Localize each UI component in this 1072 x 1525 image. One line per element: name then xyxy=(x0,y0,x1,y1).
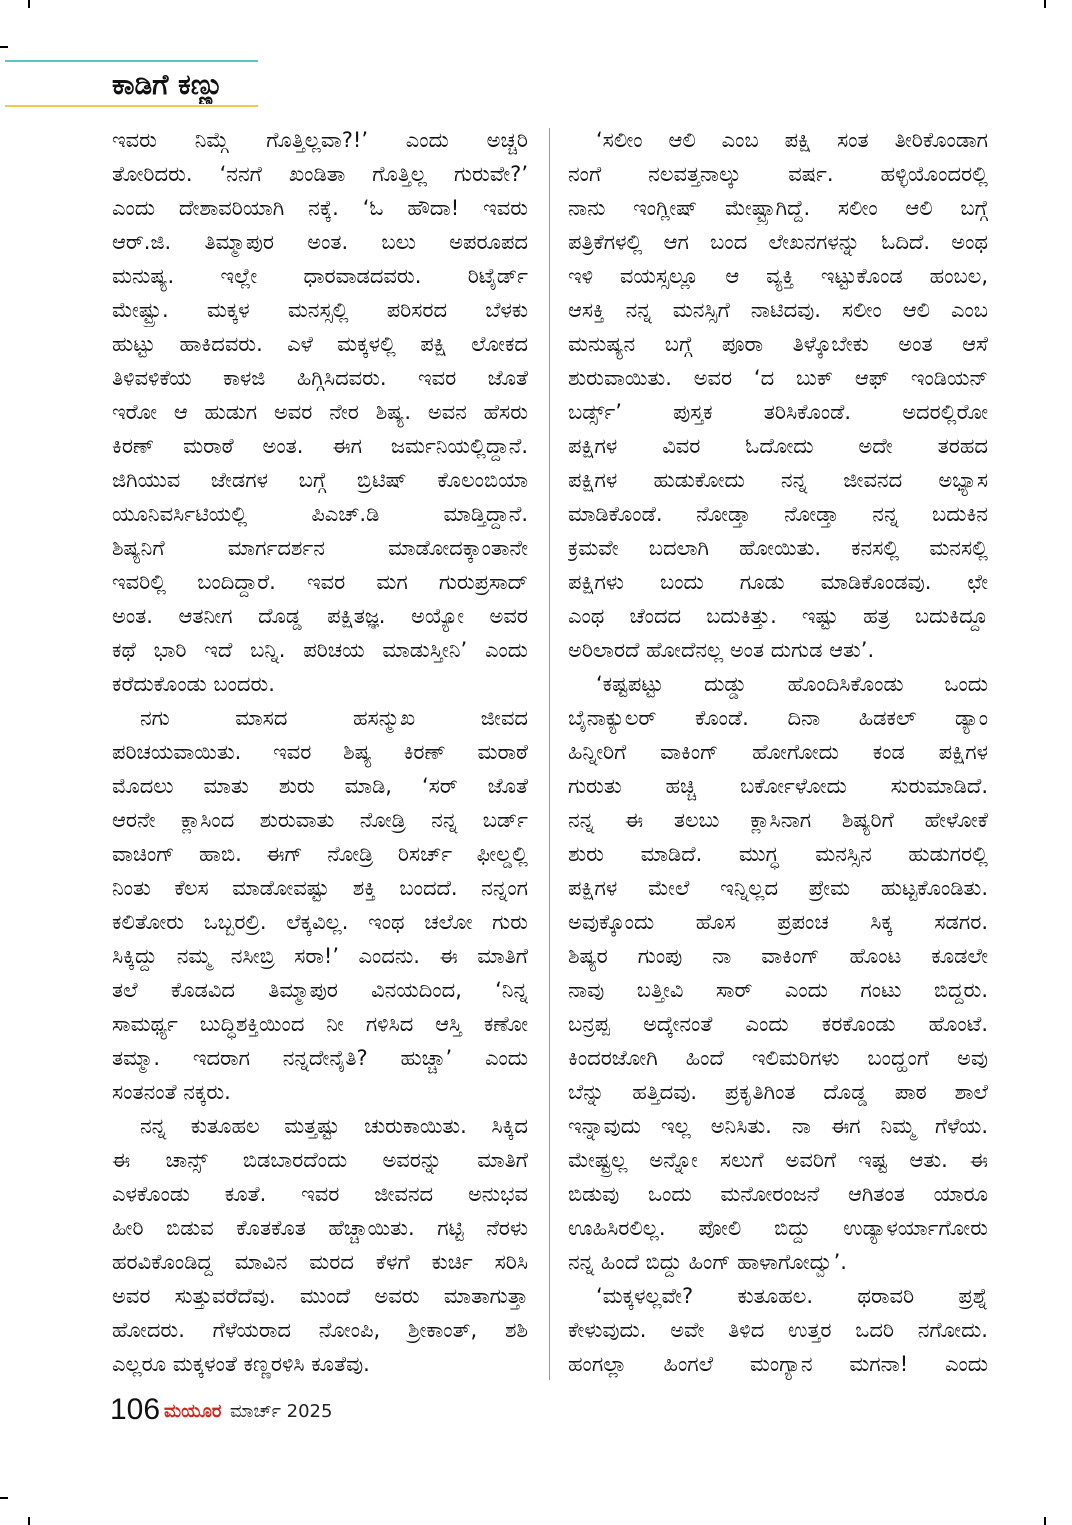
section-title: ಕಾಡಿಗೆ ಕಣ್ಣು xyxy=(112,68,224,101)
text-line: ಪತ್ರಿಕೆಗಳಲ್ಲಿ ಆಗ ಬಂದ ಲೇಖನಗಳನ್ನು ಓದಿದೆ. ಅಂಥ xyxy=(568,230,988,254)
text-line: ಕರೆದುಕೊಂಡು ಬಂದರು. xyxy=(112,672,275,696)
text-line: ಆರನೇ ಕ್ಲಾಸಿಂದ ಶುರುವಾತು ನೋಡ್ರಿ ನನ್ನ ಬರ್ಡ್ xyxy=(112,808,528,832)
text-line: ತಿಳಿವಳಿಕೆಯ ಕಾಳಜಿ ಹಿಗ್ಗಿಸಿದವರು. ಇವರ ಜೊತೆ xyxy=(112,366,528,390)
text-line: ಹುಟ್ಟು ಹಾಕಿದವರು. ಎಳೆ ಮಕ್ಕಳಲ್ಲಿ ಪಕ್ಷಿ ಲೋಕದ xyxy=(112,332,528,356)
text-line: ಶುರುವಾಯಿತು. ಅವರ ‘ದ ಬುಕ್ ಆಫ್ ಇಂಡಿಯನ್ xyxy=(568,366,988,390)
text-line: ಹೀರಿ ಬಿಡುವ ಕೊತಕೊತ ಹೆಚ್ಚಾಯಿತು. ಗಟ್ಟಿ ನೆರಳು xyxy=(112,1216,528,1240)
text-line: ನನ್ನ ಕುತೂಹಲ ಮತ್ತಷ್ಟು ಚುರುಕಾಯಿತು. ಸಿಕ್ಕಿದ xyxy=(140,1114,528,1138)
crop-mark-top-left-vertical xyxy=(28,0,30,8)
text-line: ವಾಚಿಂಗ್ ಹಾಬಿ. ಈಗ್ ನೋಡ್ರಿ ರಿಸರ್ಚ್ ಫೀಲ್ಡಲ್ಲಿ xyxy=(112,842,528,866)
text-line: ಪಕ್ಷಿಗಳ ಹುಡುಕೋದು ನನ್ನ ಜೀವನದ ಅಭ್ಯಾಸ xyxy=(568,468,988,492)
text-line: ಕಿಂದರಜೋಗಿ ಹಿಂದೆ ಇಲಿಮರಿಗಳು ಬಂದ್ಹಂಗೆ ಅವು xyxy=(568,1046,988,1070)
text-line: ಬೆನ್ನು ಹತ್ತಿದವು. ಪ್ರಕೃತಿಗಿಂತ ದೊಡ್ಡ ಪಾಠ ಶಾಲೆ xyxy=(568,1080,988,1104)
header-rule-top xyxy=(5,60,258,62)
paragraph xyxy=(112,1109,528,1381)
text-line: ಇರೋ ಆ ಹುಡುಗ ಅವರ ನೇರ ಶಿಷ್ಯ. ಅವನ ಹೆಸರು xyxy=(112,400,528,424)
text-line: ಇವರಿಲ್ಲಿ ಬಂದಿದ್ದಾರೆ. ಇವರ ಮಗ ಗುರುಪ್ರಸಾದ್ xyxy=(112,570,528,594)
text-line: ಯೂನಿವರ್ಸಿಟಿಯಲ್ಲಿ ಪಿಎಚ್.ಡಿ ಮಾಡ್ತಿದ್ದಾನೆ. xyxy=(112,502,528,526)
text-line: ತಮ್ಮಾ. ಇದರಾಗ ನನ್ನದೇನೈತಿ? ಹುಚ್ಚಾ’ ಎಂದು xyxy=(112,1046,528,1070)
text-line: ಮಾಡಿಕೊಂಡೆ. ನೋಡ್ತಾ ನೋಡ್ತಾ ನನ್ನ ಬದುಕಿನ xyxy=(568,502,988,526)
text-line: ನನ್ನ ಹಿಂದೆ ಬಿದ್ದು ಹಿಂಗ್ ಹಾಳಾಗೋದ್ವು’. xyxy=(568,1250,847,1274)
text-line: ಈ ಚಾನ್ಸ್ ಬಿಡಬಾರದೆಂದು ಅವರನ್ನು ಮಾತಿಗೆ xyxy=(112,1148,528,1172)
text-line: ಮನುಷ್ಯನ ಬಗ್ಗೆ ಪೂರಾ ತಿಳ್ಕೊಬೇಕು ಅಂತ ಆಸೆ xyxy=(568,332,988,356)
text-line: ಹರವಿಕೊಂಡಿದ್ದ ಮಾವಿನ ಮರದ ಕೆಳಗೆ ಕುರ್ಚಿ ಸರಿಸಿ xyxy=(112,1250,528,1274)
text-line: ಅರಿಲಾರದೆ ಹೋದೆನಲ್ಲ ಅಂತ ದುಗುಡ ಆತು’. xyxy=(568,638,875,662)
text-line: ಶಿಷ್ಯನಿಗೆ ಮಾರ್ಗದರ್ಶನ ಮಾಡೋದಕ್ಕಾಂತಾನೇ xyxy=(112,536,528,560)
text-line: ಶುರು ಮಾಡಿದೆ. ಮುಗ್ಧ ಮನಸ್ಸಿನ ಹುಡುಗರಲ್ಲಿ xyxy=(568,842,988,866)
text-line: ಜಿಗಿಯುವ ಜೇಡಗಳ ಬಗ್ಗೆ ಬ್ರಿಟಿಷ್ ಕೊಲಂಬಿಯಾ xyxy=(112,468,528,492)
text-line: ‘ಮಕ್ಕಳಲ್ಲವೇ? ಕುತೂಹಲ. ಥರಾವರಿ ಪ್ರಶ್ನೆ xyxy=(596,1284,988,1308)
text-line: ಪಕ್ಷಿಗಳ ವಿವರ ಓದೋದು ಅದೇ ತರಹದ xyxy=(568,434,988,458)
text-line: ಪಕ್ಷಿಗಳು ಬಂದು ಗೂಡು ಮಾಡಿಕೊಂಡವು. ಛೇ xyxy=(568,570,988,594)
text-line: ಮೇಷ್ಟ್ರಲ್ಲ ಅನ್ನೋ ಸಲುಗೆ ಅವರಿಗೆ ಇಷ್ಟ ಆತು. ಈ xyxy=(568,1148,988,1172)
text-line: ಕ್ರಮವೇ ಬದಲಾಗಿ ಹೋಯಿತು. ಕನಸಲ್ಲಿ ಮನಸಲ್ಲಿ xyxy=(568,536,988,560)
text-line: ಶಿಷ್ಯರ ಗುಂಪು ನಾ ವಾಕಿಂಗ್ ಹೊಂಟ ಕೂಡಲೇ xyxy=(568,944,988,968)
text-line: ಸಿಕ್ಕಿದ್ದು ನಮ್ಮ ನಸೀಬ್ರಿ ಸರಾ!’ ಎಂದನು. ಈ ಮಾತಿಗೆ xyxy=(112,944,528,968)
text-line: ಅವರ ಸುತ್ತುವರೆದೆವು. ಮುಂದೆ ಅವರು ಮಾತಾಗುತ್ತಾ xyxy=(112,1284,528,1308)
text-line: ಗುರುತು ಹಚ್ಚಿ ಬರ್ಕೋಳೋದು ಸುರುಮಾಡಿದೆ. xyxy=(568,774,988,798)
text-line: ಬರ್ಡ್ಸ್’ ಪುಸ್ತಕ ತರಿಸಿಕೊಂಡೆ. ಅದರಲ್ಲಿರೋ xyxy=(568,400,988,424)
text-line: ಪರಿಚಯವಾಯಿತು. ಇವರ ಶಿಷ್ಯ ಕಿರಣ್ ಮರಾಠೆ xyxy=(112,740,528,764)
text-line: ಪಕ್ಷಿಗಳ ಮೇಲೆ ಇನ್ನಿಲ್ಲದ ಪ್ರೇಮ ಹುಟ್ಟಕೊಂಡಿತು. xyxy=(568,876,988,900)
text-line: ಬನ್ರಪ್ಪ ಅದ್ಕೇನಂತೆ ಎಂದು ಕರಕೊಂಡು ಹೊಂಟೆ. xyxy=(568,1012,988,1036)
text-line: ಇವರು ನಿಮ್ಗೆ ಗೊತ್ತಿಲ್ಲವಾ?!’ ಎಂದು ಅಚ್ಚರಿ xyxy=(112,128,528,152)
paragraph xyxy=(112,123,528,701)
text-line: ಮೊದಲು ಮಾತು ಶುರು ಮಾಡಿ, ‘ಸರ್ ಜೊತೆ xyxy=(112,774,528,798)
text-line: ಎಲ್ಲರೂ ಮಕ್ಕಳಂತೆ ಕಣ್ಣರಳಿಸಿ ಕೂತೆವು. xyxy=(112,1352,370,1376)
text-line: ಆಸಕ್ತಿ ನನ್ನ ಮನಸ್ಸಿಗೆ ನಾಟಿದವು. ಸಲೀಂ ಆಲಿ ಎಂಬ xyxy=(568,298,988,322)
text-line: ಕಿರಣ್ ಮರಾಠೆ ಅಂತ. ಈಗ ಜರ್ಮನಿಯಲ್ಲಿದ್ದಾನೆ. xyxy=(112,434,528,458)
text-line: ‘ಸಲೀಂ ಆಲಿ ಎಂಬ ಪಕ್ಷಿ ಸಂತ ತೀರಿಕೊಂಡಾಗ xyxy=(596,128,988,152)
text-line: ಕೇಳುವುದು. ಅವೇ ತಿಳಿದ ಉತ್ತರ ಒದರಿ ನಗೋದು. xyxy=(568,1318,988,1342)
text-line: ಬಿಡುವು ಒಂದು ಮನೋರಂಜನೆ ಆಗಿತಂತ ಯಾರೂ xyxy=(568,1182,988,1206)
crop-mark-bottom-left-horizontal xyxy=(0,1497,8,1499)
text-line: ಎಂದು ದೇಶಾವರಿಯಾಗಿ ನಕ್ಕೆ. ‘ಓ ಹೌದಾ! ಇವರು xyxy=(112,196,528,220)
paragraph xyxy=(568,123,988,667)
text-line: ಎಂಥ ಚೆಂದದ ಬದುಕಿತ್ತು. ಇಷ್ಟು ಹತ್ರ ಬದುಕಿದ್ದೂ xyxy=(568,604,988,628)
text-line: ಅವುಕ್ಕೊಂದು ಹೊಸ ಪ್ರಪಂಚ ಸಿಕ್ಕ ಸಡಗರ. xyxy=(568,910,988,934)
text-line: ನಿಂತು ಕೆಲಸ ಮಾಡೋವಷ್ಟು ಶಕ್ತಿ ಬಂದದೆ. ನನ್ನಂಗ xyxy=(112,876,528,900)
text-line: ಕಲಿತೋರು ಒಬ್ಬರಲ್ರಿ. ಲೆಕ್ಕವಿಲ್ಲ. ಇಂಥ ಚಲೋ ಗುರು xyxy=(112,910,528,934)
text-line: ಅಂತ. ಆತನೀಗ ದೊಡ್ಡ ಪಕ್ಷಿತಜ್ಞ. ಅಯ್ಯೋ ಅವರ xyxy=(112,604,528,628)
text-line: ಹೋದರು. ಗೆಳೆಯರಾದ ನೋಂಪಿ, ಶ್ರೀಕಾಂತ್, ಶಶಿ xyxy=(112,1318,528,1342)
article-column-left xyxy=(112,123,528,1383)
text-line: ನಗು ಮಾಸದ ಹಸನ್ಮುಖ ಜೀವದ xyxy=(140,706,528,730)
header-rule-bottom xyxy=(5,105,258,107)
paragraph xyxy=(568,667,988,1279)
text-line: ತೋರಿದರು. ‘ನನಗೆ ಖಂಡಿತಾ ಗೊತ್ತಿಲ್ಲ ಗುರುವೇ?’ xyxy=(112,162,528,186)
text-line: ಬೈನಾಕ್ಯುಲರ್ ಕೊಂಡೆ. ದಿನಾ ಹಿಡಕಲ್ ಡ್ಯಾಂ xyxy=(568,706,988,730)
crop-mark-bottom-right-vertical xyxy=(1044,1517,1046,1525)
issue-date: ಮಾರ್ಚ್ 2025 xyxy=(230,1401,333,1422)
column-divider xyxy=(549,128,550,1380)
text-line: ನಾನು ಇಂಗ್ಲೀಷ್ ಮೇಷ್ಟ್ರಾಗಿದ್ದೆ. ಸಲೀಂ ಆಲಿ ಬಗ್ಗೆ xyxy=(568,196,988,220)
article-column-right xyxy=(568,123,988,1383)
text-line: ಆರ್.ಜಿ. ತಿಮ್ಮಾಪುರ ಅಂತ. ಬಲು ಅಪರೂಪದ xyxy=(112,230,528,254)
text-line: ಕಥೆ ಭಾರಿ ಇದೆ ಬನ್ನಿ. ಪರಿಚಯ ಮಾಡುಸ್ತೀನಿ’ ಎಂದು xyxy=(112,638,528,662)
text-line: ನನ್ನ ಈ ತಲಬು ಕ್ಲಾಸಿನಾಗ ಶಿಷ್ಯರಿಗೆ ಹೇಳೋಕೆ xyxy=(568,808,988,832)
text-line: ಊಹಿಸಿರಲಿಲ್ಲ. ಪೋಲಿ ಬಿದ್ದು ಉಡ್ಯಾಳರ್ಯಾಗೋರು xyxy=(568,1216,988,1240)
text-line: ಸಾಮರ್ಥ್ಯ ಬುದ್ಧಿಶಕ್ತಿಯಿಂದ ನೀ ಗಳಿಸಿದ ಆಸ್ತಿ ಕಣೋ xyxy=(112,1012,528,1036)
text-line: ಮನುಷ್ಯ. ಇಲ್ಲೇ ಧಾರವಾಡದವರು. ರಿಟೈರ್ಡ್ xyxy=(112,264,528,288)
magazine-logo: ಮಯೂರ xyxy=(164,1401,222,1422)
paragraph xyxy=(568,1279,988,1381)
paragraph xyxy=(112,701,528,1109)
text-line: ‘ಕಷ್ಟಪಟ್ಟು ದುಡ್ಡು ಹೊಂದಿಸಿಕೊಂಡು ಒಂದು xyxy=(596,672,988,696)
page-number: 106 xyxy=(110,1393,161,1426)
text-line: ನಾವು ಬತ್ತೀವಿ ಸಾರ್ ಎಂದು ಗಂಟು ಬಿದ್ದರು. xyxy=(568,978,988,1002)
text-line: ಇಳಿ ವಯಸ್ಸಲ್ಲೂ ಆ ವ್ಯಕ್ತಿ ಇಟ್ಟುಕೊಂಡ ಹಂಬಲ, xyxy=(568,264,988,288)
crop-mark-top-right-vertical xyxy=(1044,0,1046,8)
text-line: ಹಂಗಲ್ಲಾ ಹಿಂಗಲೆ ಮಂಗ್ಯಾನ ಮಗನಾ! ಎಂದು xyxy=(568,1352,988,1376)
crop-mark-top-left-horizontal xyxy=(0,46,8,48)
text-line: ಇನ್ನಾವುದು ಇಲ್ಲ ಅನಿಸಿತು. ನಾ ಈಗ ನಿಮ್ಮ ಗೆಳೆಯ. xyxy=(568,1114,988,1138)
text-line: ತಲೆ ಕೊಡವಿದ ತಿಮ್ಮಾಪುರ ವಿನಯದಿಂದ, ‘ನಿನ್ನ xyxy=(112,978,528,1002)
text-line: ಮೇಷ್ಟ್ರು. ಮಕ್ಕಳ ಮನಸ್ಸಲ್ಲಿ ಪರಿಸರದ ಬೆಳಕು xyxy=(112,298,528,322)
text-line: ಸಂತನಂತೆ ನಕ್ಕರು. xyxy=(112,1080,231,1104)
text-line: ಎಳಕೊಂಡು ಕೂತೆ. ಇವರ ಜೀವನದ ಅನುಭವ xyxy=(112,1182,528,1206)
text-line: ನಂಗೆ ನಲವತ್ತನಾಲ್ಕು ವರ್ಷ. ಹಳ್ಳಿಯೊಂದರಲ್ಲಿ xyxy=(568,162,988,186)
crop-mark-bottom-left-vertical xyxy=(28,1517,30,1525)
text-line: ಹಿನ್ನೀರಿಗೆ ವಾಕಿಂಗ್ ಹೋಗೋದು ಕಂಡ ಪಕ್ಷಿಗಳ xyxy=(568,740,988,764)
